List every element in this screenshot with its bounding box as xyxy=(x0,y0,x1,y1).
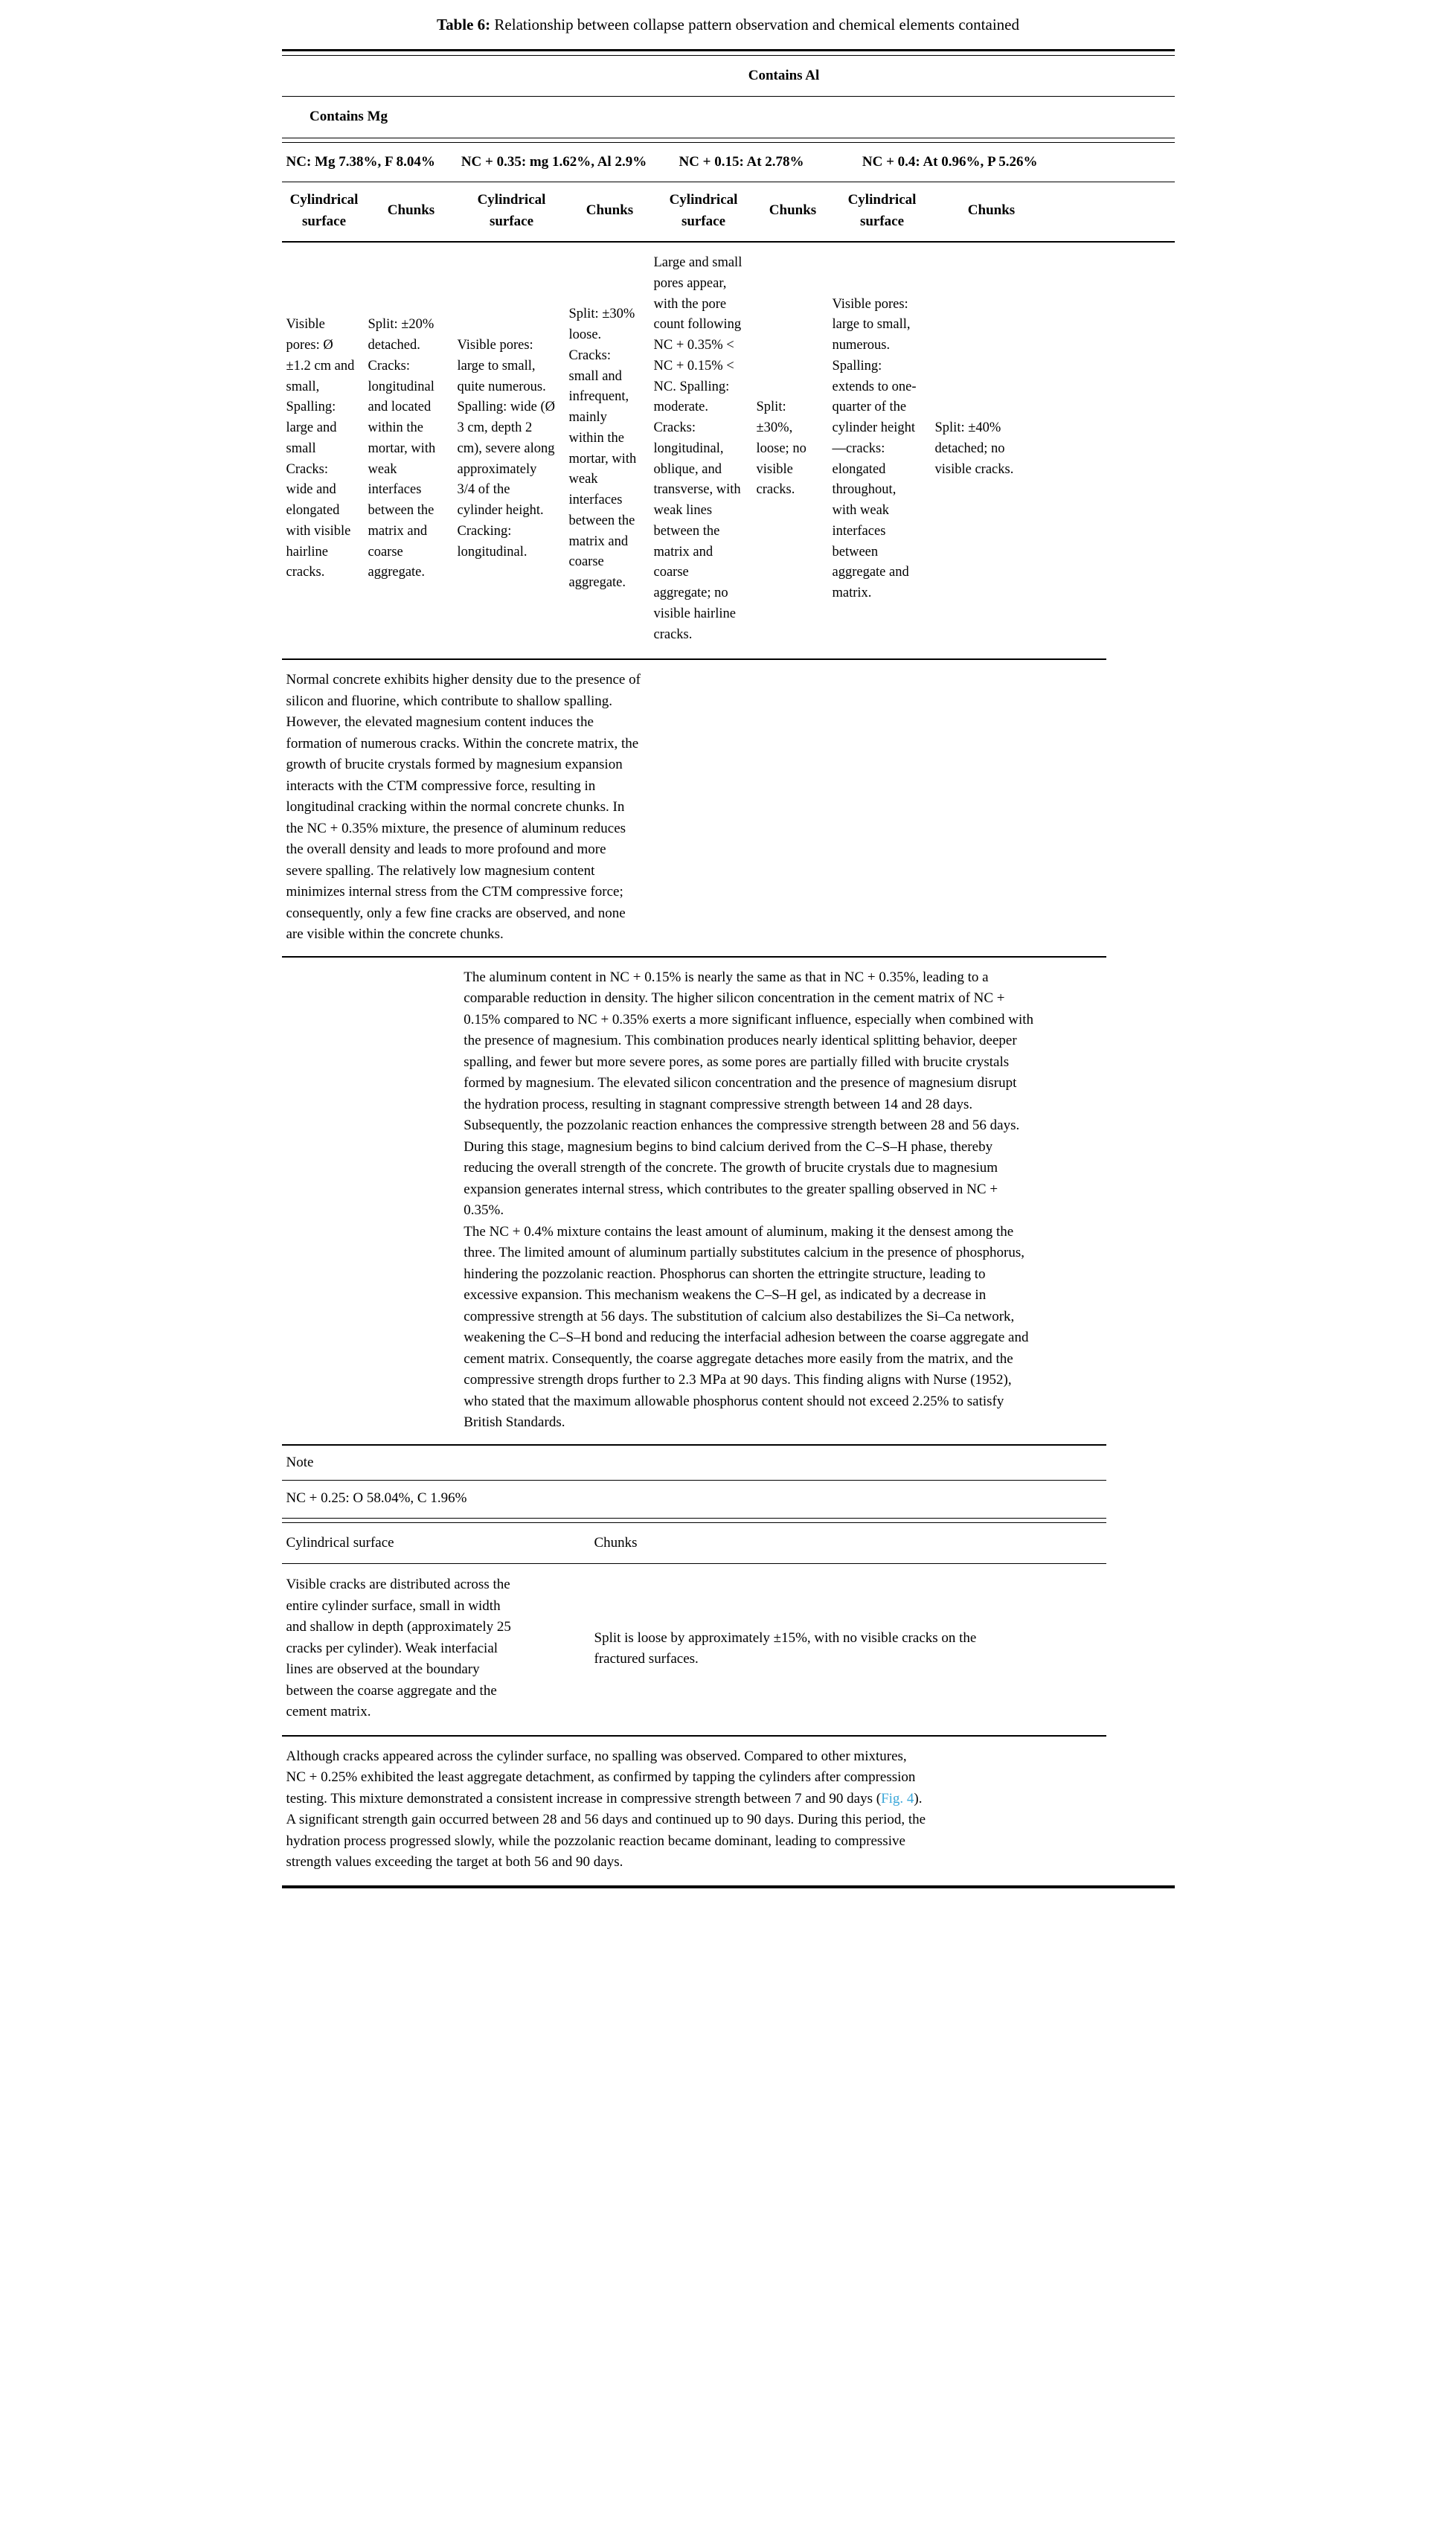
obs-nc-chunks: Split: ±20% detached. Cracks: longitudinal and located within the mortar, with weak interfaces between the matrix and coarse aggregate. xyxy=(368,317,436,580)
divider-under-nc025-header xyxy=(282,1518,1107,1523)
subheader-chunks-1: Chunks xyxy=(387,202,435,219)
nc025-observation-row xyxy=(282,1564,1175,1735)
table-caption-text: Relationship between collapse pattern observation and chemical elements contained xyxy=(490,16,1019,33)
nc025-mixture-header: NC + 0.25: O 58.04%, C 1.96% xyxy=(286,1490,467,1507)
obs-nc-cylindrical: Visible pores: Ø ±1.2 cm and small, Spalling: large and small Cracks: wide and elongated with visible hairline cracks. xyxy=(286,317,355,580)
table-top-rule xyxy=(282,49,1175,56)
divider-under-contains-al xyxy=(282,96,1175,97)
subheader-cylindrical-3: Cylindrical surface xyxy=(669,192,738,229)
paper-table-page xyxy=(282,0,1175,1888)
al-analysis-block xyxy=(464,958,1035,1444)
nc025-column-header-row xyxy=(282,1523,1175,1564)
note-label: Note xyxy=(286,1454,314,1470)
nc025-subheader-cylindrical: Cylindrical surface xyxy=(286,1534,394,1551)
subheader-cylindrical-1: Cylindrical surface xyxy=(289,192,359,229)
group-header-nc04: NC + 0.4: At 0.96%, P 5.26% xyxy=(862,153,1038,170)
conclusion-paragraph xyxy=(282,1737,929,1885)
obs-nc035-cylindrical: Visible pores: large to small, quite numerous. Spalling: wide (Ø 3 cm, depth 2 cm), severe along approximately 3/4 of the cylinder height. Cracking: longitudinal. xyxy=(457,338,556,560)
obs-nc04-cylindrical: Visible pores: large to small, numerous. Spalling: extends to one-quarter of the cylinder height—cracks: elongated throughout, with weak interfaces between aggregate and matrix. xyxy=(832,296,917,600)
subheader-chunks-4: Chunks xyxy=(967,202,1016,219)
subheader-chunks-3: Chunks xyxy=(769,202,817,219)
conclusion-text-after: ). A significant strength gain occurred between 28 and 56 days and continued up to 90 days. During this period, the hydration process progressed slowly, while the pozzolanic reaction became dominant, leading to compressive strength values exceeding the target at both 56 and 90 days. xyxy=(286,1790,926,1871)
mixture-group-header-row xyxy=(282,143,1175,182)
contains-mg-header: Contains Mg xyxy=(309,109,388,124)
observation-row xyxy=(282,243,1175,658)
subheader-cylindrical-2: Cylindrical surface xyxy=(477,192,546,229)
table-caption-label: Table 6: xyxy=(436,16,491,33)
nc025-subheader-chunks: Chunks xyxy=(594,1534,638,1551)
nc025-cylindrical-observation: Visible cracks are distributed across the entire cylinder surface, small in width and shallow in depth (approximately 25 cracks per cylinder). Weak interfacial lines are observed at the boundary between the coarse aggregate and the cement matrix. xyxy=(286,1577,511,1720)
obs-nc035-chunks: Split: ±30% loose. Cracks: small and infrequent, mainly within the mortar, with weak interfaces between the matrix and coarse aggregate. xyxy=(568,307,637,591)
subheader-chunks-2: Chunks xyxy=(586,202,634,219)
group-header-nc: NC: Mg 7.38%, F 8.04% xyxy=(286,153,435,170)
al-analysis-paragraph-2: The NC + 0.4% mixture contains the least amount of aluminum, making it the densest among the three. The limited amount of aluminum partially substitutes calcium in the presence of phosphorus, hindering the pozzolanic reaction. Phosphorus can shorten the ettringite structure, leading to excessive expansion. This mechanism weakens the C–S–H gel, as indicated by a decrease in compressive strength at 56 days. The substitution of calcium also destabilizes the Si–Ca network, weakening the C–S–H bond and reducing the interfacial adhesion between the coarse aggregate and cement matrix. Consequently, the coarse aggregate detaches more easily from the matrix, and the compressive strength drops further to 2.3 MPa at 90 days. This finding aligns with Nurse (1952), who stated that the maximum allowable phosphorus content should not exceed 2.25% to satisfy British Standards. xyxy=(464,1223,1029,1431)
conclusion-text-before: Although cracks appeared across the cylinder surface, no spalling was observed. Compared to other mixtures, NC + 0.25% exhibited the least aggregate detachment, as confirmed by tapping the cylinders after compression testing. This mixture demonstrated a consistent increase in compressive strength between 7 and 90 days ( xyxy=(286,1748,916,1807)
obs-nc04-chunks: Split: ±40% detached; no visible cracks. xyxy=(934,420,1014,477)
group-header-nc015: NC + 0.15: At 2.78% xyxy=(679,153,804,170)
table-caption xyxy=(282,7,1175,49)
subheader-cylindrical-4: Cylindrical surface xyxy=(847,192,917,229)
table-bottom-rule xyxy=(282,1885,1175,1888)
fig4-link[interactable]: Fig. 4 xyxy=(881,1790,914,1807)
group-header-nc035: NC + 0.35: mg 1.62%, Al 2.9% xyxy=(461,153,647,170)
nc025-chunks-observation: Split is loose by approximately ±15%, with no visible cracks on the fractured surfaces. xyxy=(594,1629,977,1667)
divider-under-contains-mg xyxy=(282,138,1175,143)
al-analysis-paragraph-1: The aluminum content in NC + 0.15% is nearly the same as that in NC + 0.35%, leading to a comparable reduction in density. The higher silicon concentration in the cement matrix of NC + 0.15% compared to NC + 0.35% exerts a more significant influence, especially when combined with the presence of magnesium. This combination produces nearly identical splitting behavior, deeper spalling, and fewer but more severe pores, as some pores are partially filled with brucite crystals formed by magnesium. The elevated silicon concentration and the presence of magnesium disrupt the hydration process, resulting in stagnant compressive strength between 14 and 28 days. Subsequently, the pozzolanic reaction enhances the compressive strength between 28 and 56 days. During this stage, magnesium begins to bind calcium derived from the C–S–H phase, thereby reducing the overall strength of the concrete. The growth of brucite crystals due to magnesium expansion generates internal stress, which contributes to the greater spalling observed in NC + 0.35%. xyxy=(464,969,1034,1219)
obs-nc015-chunks: Split: ±30%, loose; no visible cracks. xyxy=(756,400,806,498)
column-header-row xyxy=(282,182,1175,241)
obs-nc015-cylindrical: Large and small pores appear, with the pore count following NC + 0.35% < NC + 0.15% < NC. Spalling: moderate. Cracks: longitudinal, oblique, and transverse, with weak lines between the matrix and coarse aggregate; no visible hairline cracks. xyxy=(653,255,743,642)
mg-analysis-paragraph: Normal concrete exhibits higher density due to the presence of silicon and fluorine, which contribute to shallow spalling. However, the elevated magnesium content induces the formation of numerous cracks. Within the concrete matrix, the growth of brucite crystals formed by magnesium expansion interacts with the CTM compressive force, resulting in longitudinal cracking within the normal concrete chunks. In the NC + 0.35% mixture, the presence of aluminum reduces the overall density and leads to more profound and more severe spalling. The relatively low magnesium content minimizes internal stress from the CTM compressive force; consequently, only a few fine cracks are observed, and none are visible within the concrete chunks. xyxy=(286,672,641,943)
contains-al-header: Contains Al xyxy=(748,67,820,83)
